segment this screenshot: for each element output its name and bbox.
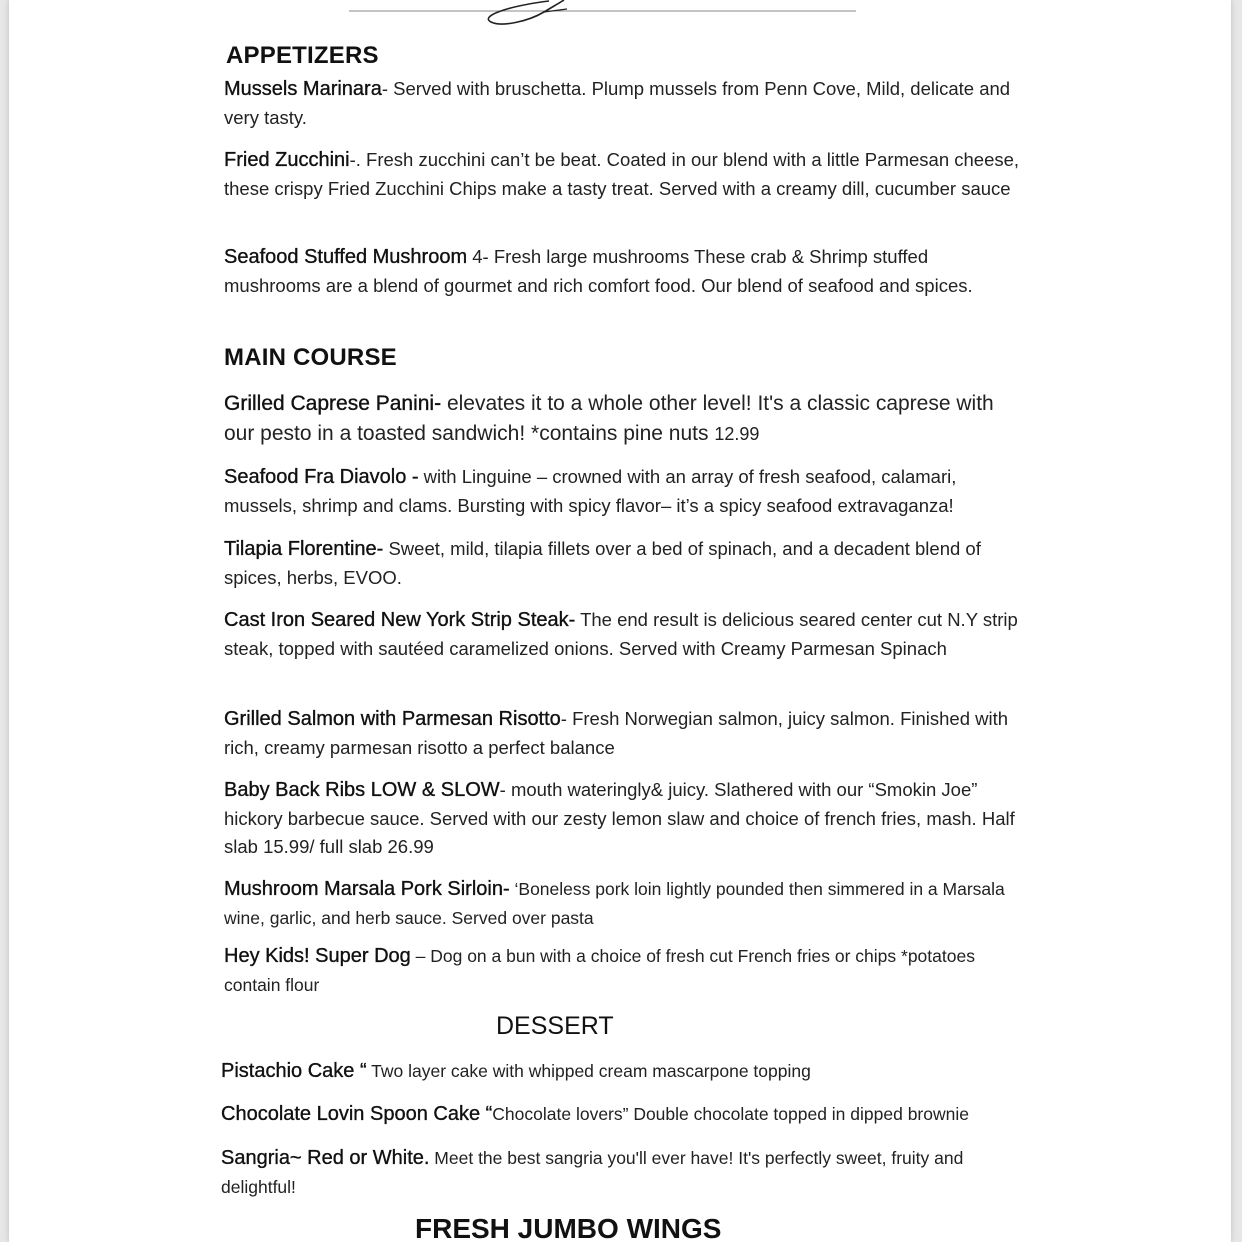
item-name: Seafood Stuffed Mushroom	[224, 246, 468, 268]
item-description: Meet the best sangria you'll ever have! It's perfectly sweet, fruity and delightful!	[221, 1148, 964, 1197]
item-description: Two layer cake with whipped cream mascarpone topping	[366, 1061, 811, 1081]
menu-page	[9, 0, 1231, 1242]
item-name: Tilapia Florentine-	[224, 538, 384, 560]
item-name: Pistachio Cake “	[221, 1060, 367, 1082]
menu-item-pistachio-cake	[221, 1057, 1021, 1086]
item-description: - mouth wateringly& juicy. Slathered with our “Smokin Joe” hickory barbecue sauce. Served with our zesty lemon slaw and choice of french fries, mash. Half slab 15.99/ full slab 26.99	[224, 779, 1015, 857]
item-name: Mussels Marinara	[224, 78, 382, 100]
menu-item-new-york-strip-steak	[224, 606, 1024, 663]
item-name: Fried Zucchini	[224, 149, 350, 171]
menu-item-seafood-fra-diavolo	[224, 463, 1024, 520]
main-course-heading: MAIN COURSE	[224, 344, 397, 371]
dessert-heading: DESSERT	[496, 1012, 614, 1040]
item-description: ‘Boneless pork loin lightly pounded then simmered in a Marsala wine, garlic, and herb sauce. Served over pasta	[224, 879, 1005, 928]
item-name: Hey Kids! Super Dog	[224, 945, 411, 967]
decorative-flourish-divider	[349, 0, 859, 28]
item-description: - Served with bruschetta. Plump mussels from Penn Cove, Mild, delicate and very tasty.	[224, 78, 1011, 128]
menu-item-fried-zucchini	[224, 146, 1024, 203]
item-price: 12.99	[714, 424, 760, 444]
item-name: Seafood Fra Diavolo -	[224, 466, 419, 488]
menu-item-sangria	[221, 1144, 1021, 1201]
item-name: Grilled Salmon with Parmesan Risotto	[224, 708, 561, 730]
item-description: Sweet, mild, tilapia fillets over a bed of spinach, and a decadent blend of spices, herbs, EVOO.	[224, 538, 981, 588]
item-name: Baby Back Ribs LOW & SLOW	[224, 779, 500, 801]
fresh-jumbo-wings-heading: FRESH JUMBO WINGS	[415, 1213, 722, 1242]
menu-item-tilapia-florentine	[224, 535, 1024, 592]
item-description: 4- Fresh large mushrooms These crab & Shrimp stuffed mushrooms are a blend of gourmet and rich comfort food. Our blend of seafood and spices.	[224, 246, 973, 296]
menu-item-seafood-stuffed-mushroom	[224, 243, 1024, 300]
menu-item-super-dog	[224, 942, 1024, 999]
item-name: Chocolate Lovin Spoon Cake “	[221, 1103, 493, 1125]
menu-item-grilled-caprese-panini	[224, 389, 1024, 449]
menu-item-grilled-salmon	[224, 705, 1024, 762]
item-name: Cast Iron Seared New York Strip Steak-	[224, 609, 576, 631]
menu-item-mussels-marinara	[224, 75, 1024, 132]
item-description: The end result is delicious seared center cut N.Y strip steak, topped with sautéed caramelized onions. Served with Creamy Parmesan Spinach	[224, 609, 1018, 659]
item-name: Mushroom Marsala Pork Sirloin-	[224, 878, 510, 900]
item-description: elevates it to a whole other level! It's a classic caprese with our pesto in a toasted sandwich! *contains pine nuts	[224, 392, 994, 445]
item-description: - Fresh Norwegian salmon, juicy salmon. Finished with rich, creamy parmesan risotto a perfect balance	[224, 708, 1009, 758]
item-description: -. Fresh zucchini can’t be beat. Coated in our blend with a little Parmesan cheese, these crispy Fried Zucchini Chips make a tasty treat. Served with a creamy dill, cucumber sauce	[224, 149, 1020, 199]
item-name: Sangria~ Red or White.	[221, 1147, 430, 1169]
menu-item-chocolate-lovin-spoon-cake	[221, 1100, 1021, 1129]
item-description: – Dog on a bun with a choice of fresh cut French fries or chips *potatoes contain flour	[224, 946, 975, 995]
menu-item-baby-back-ribs	[224, 776, 1024, 862]
item-name: Grilled Caprese Panini-	[224, 392, 442, 415]
menu-item-mushroom-marsala-pork	[224, 875, 1024, 932]
appetizers-heading: APPETIZERS	[226, 42, 379, 69]
item-description: with Linguine – crowned with an array of fresh seafood, calamari, mussels, shrimp and clams. Bursting with spicy flavor– it’s a spicy seafood extravaganza!	[224, 466, 957, 516]
item-description: Chocolate lovers” Double chocolate topped in dipped brownie	[492, 1104, 969, 1124]
